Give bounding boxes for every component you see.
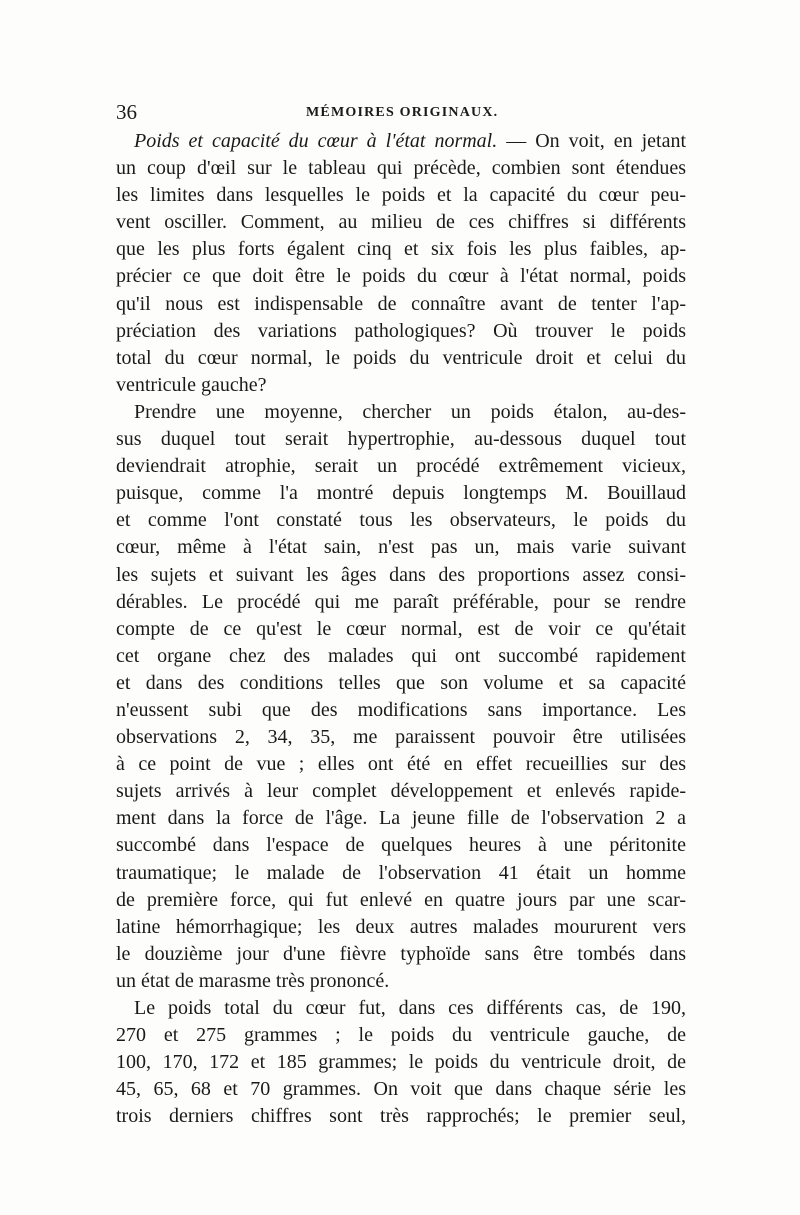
text-line: succombé dans l'espace de quelques heures à une péritonite: [116, 834, 686, 857]
text-line: précier ce que doit être le poids du cœur à l'état normal, poids: [116, 265, 686, 288]
text-line: sujets arrivés à leur complet développement et enlevés rapide-: [116, 780, 686, 803]
text-line: cœur, même à l'état sain, n'est pas un, mais varie suivant: [116, 536, 686, 559]
text-line: dérables. Le procédé qui me paraît préférable, pour se rendre: [116, 590, 686, 613]
text-line: cet organe chez des malades qui ont succombé rapidement: [116, 644, 686, 667]
text-line: les sujets et suivant les âges dans des proportions assez consi-: [116, 563, 686, 586]
text-line: que les plus forts égalent cinq et six fois les plus faibles, ap-: [116, 238, 686, 261]
text-line: qu'il nous est indispensable de connaître avant de tenter l'ap-: [116, 292, 686, 315]
text-line: ment dans la force de l'âge. La jeune fille de l'observation 2 a: [116, 807, 686, 830]
running-title: MÉMOIRES ORIGINAUX.: [306, 105, 499, 120]
text-line: le douzième jour d'une fièvre typhoïde sans être tombés dans: [116, 942, 686, 965]
text-line: 45, 65, 68 et 70 grammes. On voit que dans chaque série les: [116, 1078, 686, 1101]
text-line: latine hémorrhagique; les deux autres malades moururent vers: [116, 915, 686, 938]
text-line: Le poids total du cœur fut, dans ces différents cas, de 190,: [134, 997, 686, 1019]
text-line: puisque, comme l'a montré depuis longtemps M. Bouillaud: [116, 482, 686, 505]
text-line-content: — On voit, en jetant: [506, 130, 687, 152]
text-line: sus duquel tout serait hypertrophie, au-dessous duquel tout: [116, 428, 686, 451]
text-line: Prendre une moyenne, chercher un poids étalon, au-des-: [134, 400, 686, 423]
text-line: n'eussent subi que des modifications sans importance. Les: [116, 698, 686, 721]
text-line: 270 et 275 grammes ; le poids du ventricule gauche, de: [116, 1024, 686, 1047]
text-line: deviendrait atrophie, serait un procédé extrêmement vicieux,: [116, 455, 686, 478]
text-line: traumatique; le malade de l'observation 41 était un homme: [116, 861, 686, 884]
text-line: les limites dans lesquelles le poids et la capacité du cœur peu-: [116, 184, 686, 207]
text-line: préciation des variations pathologiques? Où trouver le poids: [116, 319, 686, 342]
body-text: [116, 128, 686, 1130]
text-line: et comme l'ont constaté tous les observateurs, le poids du: [116, 509, 686, 532]
text-line: trois derniers chiffres sont très rapprochés; le premier seul,: [116, 1105, 686, 1128]
text-line: un état de marasme très prononcé.: [116, 969, 390, 992]
text-line: ventricule gauche?: [116, 373, 267, 396]
text-line: 100, 170, 172 et 185 grammes; le poids du ventricule droit, de: [116, 1051, 686, 1074]
text-line: et dans des conditions telles que son volume et sa capacité: [116, 671, 686, 694]
text-line: compte de ce qu'est le cœur normal, est de voir ce qu'était: [116, 617, 686, 640]
section-title: Poids et capacité du cœur à l'état normal.: [134, 130, 498, 152]
text-line: à ce point de vue ; elles ont été en effet recueillies sur des: [116, 753, 686, 776]
page-number: 36: [116, 100, 137, 124]
text-line: vent osciller. Comment, au milieu de ces chiffres si différents: [116, 211, 686, 234]
text-line: [116, 128, 686, 155]
text-line: total du cœur normal, le poids du ventricule droit et celui du: [116, 346, 686, 369]
text-line: un coup d'œil sur le tableau qui précède, combien sont étendues: [116, 157, 686, 180]
page-header: [116, 98, 686, 126]
text-line: de première force, qui fut enlevé en quatre jours par une scar-: [116, 888, 686, 911]
text-line: observations 2, 34, 35, me paraissent pouvoir être utilisées: [116, 726, 686, 749]
